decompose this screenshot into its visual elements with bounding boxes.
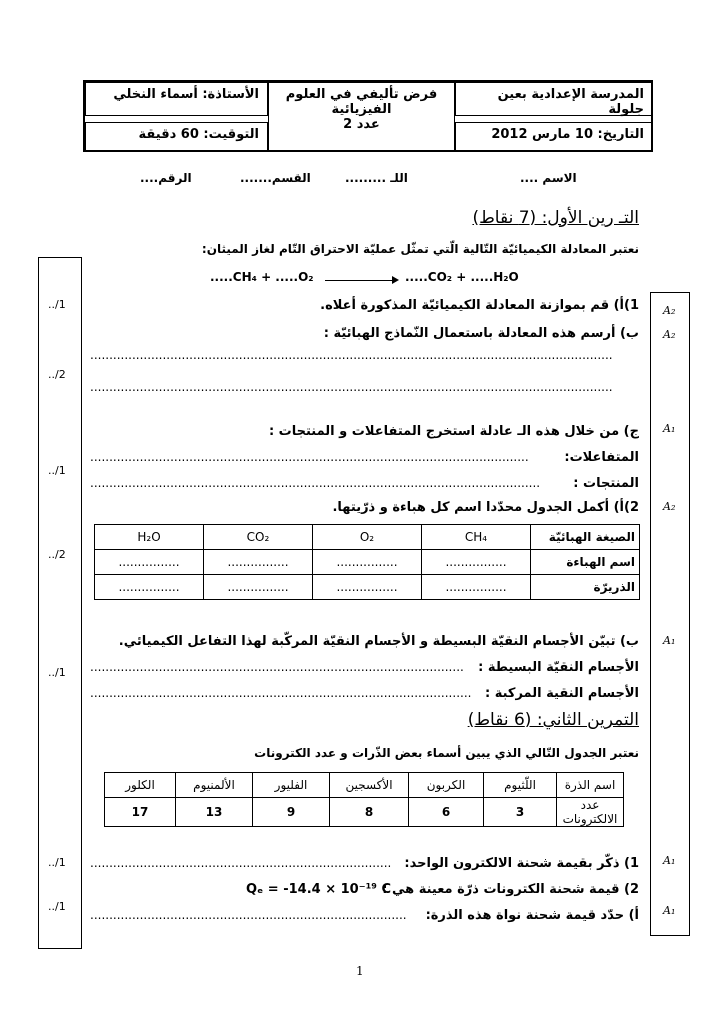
question-1b: ب) أرسم هذه المعادلة باستعمال النّماذج الهبائيّة : <box>323 326 639 341</box>
charge-value: Qₑ = -14.4 × 10⁻¹⁹ C <box>246 882 392 897</box>
student-class-field[interactable]: القسم....... <box>240 171 311 185</box>
grade-q1b: A₂ <box>663 328 676 341</box>
grade-q1c: A₁ <box>663 422 676 435</box>
ex2-question-1: 1) ذكّر بقيمة شحنة الالكترون الواحد: <box>404 856 639 871</box>
cell-formula-o2: O₂ <box>313 525 422 550</box>
grade-ex2-q2: A₁ <box>663 904 676 917</box>
cell-blank[interactable]: ................ <box>422 575 531 600</box>
grade-q1a: A₂ <box>663 304 676 317</box>
row-header-electrons: عدد الالكترونات <box>557 798 624 827</box>
compound-bodies-answer[interactable]: .................................................................................................... <box>90 686 472 700</box>
answer-line-1b-2[interactable]: ......................................................................................................................................... <box>90 380 613 394</box>
reactants-label: المتفاعلات: <box>564 450 639 465</box>
table-row <box>95 525 640 550</box>
test-title: فرض تأليفي في العلوم الفيزيائية <box>285 87 438 117</box>
simple-bodies-answer[interactable]: .................................................................................................. <box>90 660 464 674</box>
cell-electrons-6: 6 <box>409 798 484 827</box>
cell-blank[interactable]: ................ <box>204 550 313 575</box>
cell-atom-chlorine: الكلور <box>105 773 176 798</box>
score-ex2-q2: ../1 <box>48 900 66 913</box>
cell-blank[interactable]: ................ <box>313 550 422 575</box>
score-q2a: ../2 <box>48 548 66 561</box>
cell-blank[interactable]: ................ <box>422 550 531 575</box>
products-answer-line[interactable]: ...................................................................................................................... <box>90 476 541 490</box>
score-q2b: ../1 <box>48 666 66 679</box>
score-column <box>38 257 82 949</box>
arrow-head-icon <box>392 276 399 284</box>
teacher-name: الأستاذة: أسماء النخلي <box>85 82 268 116</box>
equation-arrow <box>325 280 397 281</box>
score-ex2-q1: ../1 <box>48 856 66 869</box>
grade-q2a: A₂ <box>663 500 676 513</box>
table-row <box>105 798 624 827</box>
exercise1-intro: نعتبر المعادلة الكيميائيّة التّالية الّتي تمثّل عمليّة الاحتراق التّام لغاز الميثان: <box>201 242 639 256</box>
page-number: 1 <box>356 964 364 978</box>
cell-atom-oxygen: الأكسجين <box>330 773 409 798</box>
row-header-name: اسم الهباءة <box>531 550 640 575</box>
cell-atom-lithium: اللّثيوم <box>484 773 557 798</box>
grade-ex2-q1: A₁ <box>663 854 676 867</box>
exercise2-intro: نعتبر الجدول التّالي الذي يبين أسماء بعض الذّرات و عدد الكترونات <box>254 746 639 760</box>
ex2-answer-2a[interactable]: ................................................................................... <box>90 908 407 922</box>
student-name-field[interactable]: الاسم .... <box>520 171 577 185</box>
test-title-cell <box>268 82 455 152</box>
equation-products: .....CO₂ + .....H₂O <box>405 270 519 284</box>
table-row <box>95 550 640 575</box>
cell-atom-fluorine: الفليور <box>253 773 330 798</box>
test-duration: التوقيت: 60 دقيقة <box>85 122 268 152</box>
products-label: المنتجات : <box>573 476 639 491</box>
row-header-formula: الصيغة الهبائيّة <box>531 525 640 550</box>
school-name: المدرسة الإعدادية بعين جلولة <box>455 82 653 116</box>
header-table <box>83 80 653 152</box>
table-row <box>105 773 624 798</box>
score-q1c: ../1 <box>48 464 66 477</box>
cell-electrons-8: 8 <box>330 798 409 827</box>
ex2-answer-1[interactable]: ............................................................................... <box>90 856 392 870</box>
question-1c: ج) من خلال هذه الـ عادلة استخرج المتفاعلات و المنتجات : <box>268 424 639 439</box>
question-2a: 2)أ) أكمل الجدول محدّدا اسم كل هباءة و ذرّيتها. <box>332 500 639 515</box>
cell-blank[interactable]: ................ <box>95 575 204 600</box>
row-header-atom: اسم الذرة <box>557 773 624 798</box>
cell-electrons-9: 9 <box>253 798 330 827</box>
cell-electrons-3: 3 <box>484 798 557 827</box>
row-header-atomicity: الذريرّة <box>531 575 640 600</box>
cell-atom-aluminium: الألمنيوم <box>176 773 253 798</box>
cell-electrons-17: 17 <box>105 798 176 827</box>
compound-bodies-label: الأجسام النقية المركبة : <box>484 686 639 701</box>
table-row <box>95 575 640 600</box>
ex2-question-2: 2) قيمة شحنة الكترونات ذرّة معينة هي : <box>382 882 639 897</box>
grade-q2b: A₁ <box>663 634 676 647</box>
cell-blank[interactable]: ................ <box>95 550 204 575</box>
ex2-question-2a: أ) حدّد قيمة شحنة نواة هذه الذرة: <box>425 908 639 923</box>
test-number: عدد 2 <box>343 117 380 132</box>
cell-electrons-13: 13 <box>176 798 253 827</box>
test-date: التاريخ: 10 مارس 2012 <box>455 122 653 152</box>
grade-column <box>650 292 690 936</box>
score-q1b: ../2 <box>48 368 66 381</box>
equation-reactants: .....CH₄ + .....O₂ <box>210 270 314 284</box>
simple-bodies-label: الأجسام النقيّة البسيطة : <box>478 660 639 675</box>
question-2b: ب) تبيّن الأجسام النقيّة البسيطة و الأجسام النقيّة المركّبة لهذا التفاعل الكيميائي. <box>118 634 639 649</box>
cell-formula-co2: CO₂ <box>204 525 313 550</box>
cell-atom-carbon: الكربون <box>409 773 484 798</box>
electrons-table <box>104 772 624 827</box>
cell-blank[interactable]: ................ <box>313 575 422 600</box>
cell-formula-h2o: H₂O <box>95 525 204 550</box>
reactants-answer-line[interactable]: ................................................................................................................... <box>90 450 529 464</box>
exercise1-title: التـ رين الأول: (7 نقاط) <box>472 208 639 228</box>
cell-blank[interactable]: ................ <box>204 575 313 600</box>
answer-line-1b-1[interactable]: ......................................................................................................................................... <box>90 348 613 362</box>
cell-formula-ch4: CH₄ <box>422 525 531 550</box>
molecule-table <box>94 524 640 600</box>
score-q1a: ../1 <box>48 298 66 311</box>
question-1a: 1)أ) قم بموازنة المعادلة الكيميائيّة المذكورة أعلاه. <box>320 298 639 313</box>
student-number-field[interactable]: الرقم.... <box>140 171 192 185</box>
student-surname-field[interactable]: اللـ ......... <box>345 171 408 185</box>
exercise2-title: التمرين الثاني: (6 نقاط) <box>467 710 639 730</box>
